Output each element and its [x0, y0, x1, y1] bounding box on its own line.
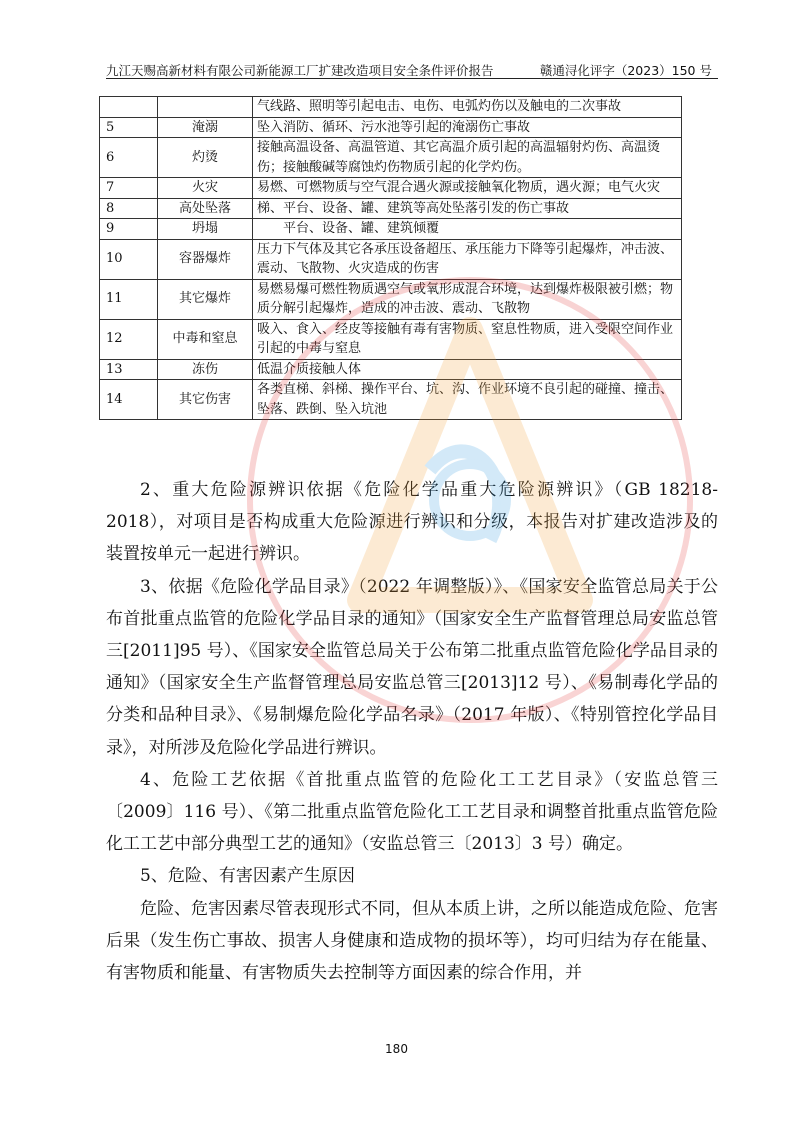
paragraph-hazardous-process: 4、危险工艺依据《首批重点监管的危险化工工艺目录》（安监总管三〔2009〕116 号）、《第二批重点监管危险化工工艺目录和调整首批重点监管危险化工工艺中部分典型工艺的通知》（安监总管三〔2013〕3 号）确定。	[106, 769, 718, 855]
hazard-cause: 坠入消防、循环、污水池等引起的淹溺伤亡事故	[253, 117, 682, 138]
table-row	[100, 219, 682, 240]
row-number: 11	[100, 279, 158, 319]
hazard-category: 其它爆炸	[158, 279, 253, 319]
page-number: 180	[385, 1042, 408, 1056]
table-row	[100, 117, 682, 138]
body-text	[106, 474, 718, 989]
hazard-category: 冻伤	[158, 359, 253, 380]
hazard-table	[99, 96, 682, 420]
hazard-cause: 梯、平台、设备、罐、建筑等高处坠落引发的伤亡事故	[253, 198, 682, 219]
hazard-cause: 易燃易爆可燃性物质遇空气或氧形成混合环境，达到爆炸极限被引燃；物质分解引起爆炸，造成的冲击波、震动、飞散物	[253, 279, 682, 319]
row-number: 6	[100, 138, 158, 178]
hazard-cause: 低温介质接触人体	[253, 359, 682, 380]
hazard-cause: 气线路、照明等引起电击、电伤、电弧灼伤以及触电的二次事故	[253, 97, 682, 118]
report-number: 赣通浔化评字（2023）150 号	[539, 63, 712, 78]
row-number: 8	[100, 198, 158, 219]
row-number: 12	[100, 319, 158, 359]
hazard-cause: 接触高温设备、高温管道、其它高温介质引起的高温辐射灼伤、高温烫伤；接触酸碱等腐蚀灼伤物质引起的化学灼伤。	[253, 138, 682, 178]
row-number: 14	[100, 380, 158, 420]
hazard-category: 坍塌	[158, 219, 253, 240]
table-row	[100, 138, 682, 178]
hazard-cause: 压力下气体及其它各承压设备超压、承压能力下降等引起爆炸，冲击波、震动、飞散物、火灾造成的伤害	[253, 239, 682, 279]
table-row	[100, 239, 682, 279]
row-number: 13	[100, 359, 158, 380]
table-row	[100, 380, 682, 420]
paragraph-major-hazard: 2、重大危险源辨识依据《危险化学品重大危险源辨识》（GB 18218-2018），对项目是否构成重大危险源进行辨识和分级，本报告对扩建改造涉及的装置按单元一起进行辨识。	[106, 480, 718, 565]
paragraph-causes: 危险、危害因素尽管表现形式不同，但从本质上讲，之所以能造成危险、危害后果（发生伤亡事故、损害人身健康和造成物的损坏等），均可归结为存在能量、有害物质和能量、有害物质失去控制等方面因素的综合作用，并	[106, 898, 718, 984]
hazard-cause: 易燃、可燃物质与空气混合遇火源或接触氧化物质，遇火源；电气火灾	[253, 178, 682, 199]
paragraph-heading-causes: 5、危险、有害因素产生原因	[140, 866, 355, 887]
row-number: 7	[100, 178, 158, 199]
row-number	[100, 97, 158, 118]
paragraph-chemical-identification: 3、依据《危险化学品目录》（2022 年调整版）》、《国家安全监管总局关于公布首批重点监管的危险化学品目录的通知》（国家安全生产监督管理总局安监总管三[2011]95 号）、《国家安全监管总局关于公布第二批重点监管危险化学品目录的通知》（国家安全生产监督管理总局安监总管三[2013]12 号）、《易制毒化学品的分类和品种目录》、《易制爆危险化学品名录》（2017 年版）、《特别管控化学品目录》，对所涉及危险化学品进行辨识。	[106, 576, 718, 758]
table-row	[100, 319, 682, 359]
hazard-cause: 吸入、食入、经皮等接触有毒有害物质、窒息性物质，进入受限空间作业引起的中毒与窒息	[253, 319, 682, 359]
hazard-cause: 各类直梯、斜梯、操作平台、坑、沟、作业环境不良引起的碰撞、撞击、坠落、跌倒、坠入坑池	[253, 380, 682, 420]
row-number: 10	[100, 239, 158, 279]
hazard-category: 其它伤害	[158, 380, 253, 420]
row-number: 5	[100, 117, 158, 138]
hazard-category: 容器爆炸	[158, 239, 253, 279]
row-number: 9	[100, 219, 158, 240]
table-row	[100, 178, 682, 199]
hazard-category: 高处坠落	[158, 198, 253, 219]
table-row	[100, 279, 682, 319]
page-header	[106, 58, 718, 79]
table-row	[100, 198, 682, 219]
hazard-cause: 平台、设备、罐、建筑倾覆	[253, 219, 682, 240]
hazard-category: 灼烫	[158, 138, 253, 178]
table-row	[100, 359, 682, 380]
hazard-category: 淹溺	[158, 117, 253, 138]
report-title: 九江天赐高新材料有限公司新能源工厂扩建改造项目安全条件评价报告	[106, 63, 494, 78]
table-row	[100, 97, 682, 118]
hazard-category: 中毒和窒息	[158, 319, 253, 359]
hazard-category: 火灾	[158, 178, 253, 199]
hazard-category	[158, 97, 253, 118]
